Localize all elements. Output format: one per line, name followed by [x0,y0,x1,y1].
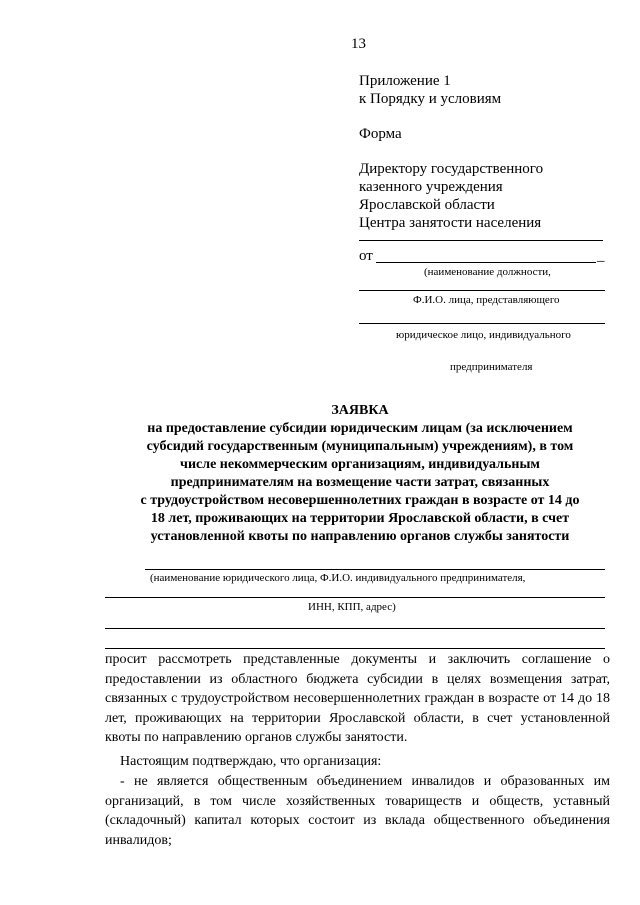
caption-legal-entity: юридическое лицо, индивидуального [396,329,571,341]
caption-applicant-details: ИНН, КПП, адрес) [308,601,396,613]
title-line-3: числе некоммерческим организациям, индивидуальным [180,457,540,472]
appendix-reference: к Порядку и условиям [359,91,502,107]
document-title: ЗАЯВКА [331,403,389,418]
applicant-details-line[interactable] [105,597,605,598]
addressee-line-1: Директору государственного [359,161,544,177]
appendix-label: Приложение 1 [359,73,451,89]
condition-item-1: - не является общественным объединением инвалидов и образованных им организаций, в том числе хозяйственных товариществ и обществ, уставный (складочный) капитал которых состоит из вклада общественного объединения инвалидов; [105,774,610,848]
title-line-4: предпринимателям на возмещение части затрат, связанных [170,475,550,490]
blank-line[interactable] [105,648,605,649]
applicant-name-line[interactable] [145,569,605,570]
addressee-line-3: Ярославской области [359,197,495,213]
caption-position: (наименование должности, [424,266,551,278]
blank-line [359,240,603,241]
confirm-paragraph: Настоящим подтверждаю, что организация: [120,754,382,769]
addressee-line-4: Центра занятости населения [359,215,542,231]
title-line-1: на предоставление субсидии юридическим лицам (за исключением [147,421,573,436]
blank-line[interactable] [105,628,605,629]
title-line-7: установленной квоты по направлению органов службы занятости [150,529,570,544]
caption-applicant-name: (наименование юридического лица, Ф.И.О. индивидуального предпринимателя, [150,572,526,584]
from-suffix: _ [597,248,605,264]
title-line-6: 18 лет, проживающих на территории Ярославской области, в счет [150,511,570,526]
from-blank-line[interactable] [376,262,596,263]
request-paragraph: просит рассмотреть представленные документы и заключить соглашение о предоставлении из областного бюджета субсидии в целях возмещения затрат, связанных с трудоустройством несовершеннолетних граждан в возрасте от 14 до 18 лет, проживающих на территории Ярославской области, в счет установленной квоты по направлению органов службы занятости. [105,652,610,745]
title-line-2: субсидий государственным (муниципальным) учреждениям), в том [146,439,574,454]
from-prefix: от [359,248,373,264]
blank-line[interactable] [359,290,605,291]
title-line-5: с трудоустройством несовершеннолетних граждан в возрасте от 14 до [140,493,580,508]
blank-line[interactable] [359,323,605,324]
caption-fio: Ф.И.О. лица, представляющего [413,294,560,306]
form-label: Форма [359,126,402,142]
page-number: 13 [351,36,366,52]
addressee-line-2: казенного учреждения [359,179,503,195]
caption-entrepreneur: предпринимателя [450,361,533,373]
